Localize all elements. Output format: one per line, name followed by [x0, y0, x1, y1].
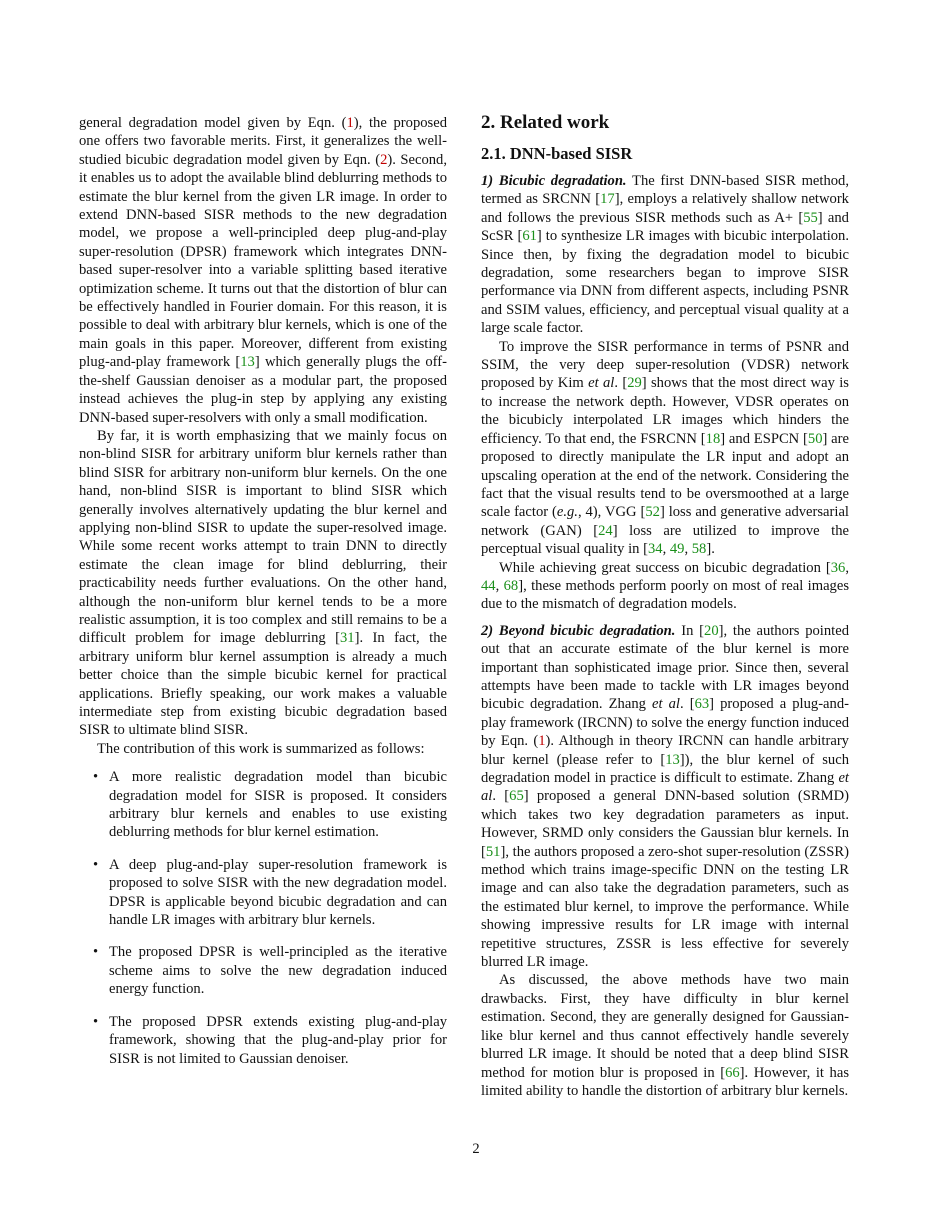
- citation-link[interactable]: 34: [647, 541, 663, 558]
- list-item: • A more realistic degradation model than bicubic degradation model for SISR is proposed. It considers arbitrary blur kernels and enables to use existing deblurring methods for blur kernel estimation.: [79, 768, 447, 842]
- text-run: ].: [706, 541, 715, 558]
- paragraph-drawbacks: [481, 971, 849, 1100]
- italic-text: et al: [481, 770, 849, 805]
- citation-link[interactable]: 68: [503, 577, 519, 594]
- text-run: . [: [492, 788, 510, 805]
- text-run: ] are proposed to directly manipulate the LR input and adopt an upscaling operation at the end of the network. Considering the fact that the visual results tend to be oversmoothed at a large scale factor (: [481, 430, 849, 521]
- text-run: ]. However, it has limited ability to handle the distortion of arbitrary blur kernels.: [481, 1064, 849, 1099]
- paragraph-beyond-bicubic: [481, 622, 849, 972]
- left-column: [79, 114, 447, 1082]
- citation-link[interactable]: 61: [522, 228, 537, 245]
- text-run: ] which generally plugs the off-the-shelf Gaussian denoiser as a modular part, the proposed instead achieves the plug-in step by applying any existing DNN-based super-resolvers with only a small modification.: [79, 354, 447, 426]
- citation-link[interactable]: 49: [669, 541, 685, 558]
- citation-link[interactable]: 36: [830, 559, 846, 576]
- right-column: [481, 110, 849, 1100]
- text-run: . [: [614, 375, 628, 392]
- text-run: ). Second, it enables us to adopt the available blind deblurring methods to estimate the blur kernel from the given LR image. In order to extend DNN-based SISR methods to the new degradation model, we propose a well-principled deep plug-and-play super-resolution (DPSR) framework which integrates DNN-based super-resolver into a variable splitting based iterative optimization scheme. It turns out that the distortion of blur can be effectively handled in Fourier domain. For this reason, it is possible to deal with arbitrary blur kernels, which is one of the main goals in this paper. Moreover, different from existing plug-and-play framework [: [79, 151, 447, 371]
- paragraph-heading: 2) Beyond bicubic degradation.: [481, 622, 676, 639]
- text-run: To improve the SISR performance in terms of PSNR and SSIM, the very deep super-resolution (VDSR) network proposed by Kim: [481, 338, 849, 392]
- paragraph-contribution-lead: The contribution of this work is summarized as follows:: [97, 740, 425, 757]
- citation-link[interactable]: 13: [240, 354, 255, 371]
- citation-link[interactable]: 65: [509, 788, 524, 805]
- citation-link[interactable]: 51: [485, 843, 501, 860]
- text-run: ], the authors pointed out that an accurate estimate of the blur kernel is more important than sophisticated image prior. Since then, several attempts have been made to tackle with LR images beyond bicubic degradation. Zhang: [481, 622, 849, 713]
- citation-link[interactable]: 18: [705, 430, 721, 447]
- text-run: As discussed, the above methods have two main drawbacks. First, they have difficulty in blur kernel estimation. Second, they are generally designed for Gaussian-like blur kernel and thus cannot effectively handle severely blurred LR image. It should be noted that a deep blind SISR method for motion blur is proposed in [: [481, 972, 849, 1081]
- citation-link[interactable]: 55: [803, 209, 818, 226]
- text-run: ] proposed a general DNN-based solution (SRMD) which takes two key degradation parameters as input. However, SRMD only considers the Gaussian blur kernels. In [: [481, 788, 849, 860]
- text-run: ]), the blur kernel of such degradation model in practice is difficult to estimate. Zhang: [481, 751, 849, 786]
- citation-link[interactable]: 20: [704, 622, 719, 639]
- text-run: ,: [684, 541, 692, 558]
- text-run: ] loss are utilized to improve the perceptual visual quality in [: [481, 522, 849, 558]
- text-run: ] shows that the most direct way is to increase the network depth. However, VDSR operates on the bicubicly interpolated LR images which hinders the efficiency. To that end, the FSRCNN [: [481, 375, 849, 447]
- text-run: . [: [679, 696, 695, 713]
- italic-text: et al: [588, 375, 615, 392]
- citation-link[interactable]: 44: [481, 577, 496, 594]
- subsection-title: 2.1. DNN-based SISR: [481, 144, 633, 163]
- citation-link[interactable]: 17: [600, 191, 615, 208]
- equation-ref-link[interactable]: 1: [538, 733, 546, 750]
- citation-link[interactable]: 13: [665, 751, 680, 768]
- citation-link[interactable]: 52: [645, 504, 660, 521]
- paragraph-non-blind-focus: [79, 427, 447, 740]
- text-run: ,: [845, 559, 849, 576]
- text-run: ), the proposed one offers two favorable merits. First, it generalizes the well-studied bicubic degradation model given by Eqn. (: [79, 115, 447, 168]
- citation-link[interactable]: 29: [627, 375, 642, 392]
- text-run: ] and ScSR [: [481, 209, 849, 245]
- paragraph-intro-continued: [79, 114, 447, 427]
- text-run: ,: [495, 577, 504, 594]
- text-run: ). Although in theory IRCNN can handle arbitrary blur kernel (please refer to [: [481, 733, 849, 768]
- paragraph-heading: 1) Bicubic degradation.: [481, 173, 627, 189]
- italic-text: et al: [652, 696, 680, 713]
- citation-link[interactable]: 58: [691, 541, 707, 558]
- text-run: By far, it is worth emphasizing that we mainly focus on non-blind SISR for arbitrary uniform blur kernels rather than blind SISR for arbitrary non-uniform blur kernels. On the one hand, non-blind SISR is important to blind SISR which generally involves alternatively updating the blur kernel and applying non-blind SISR to update the super-resolved image. While some recent works attempt to train DNN to directly estimate the clean image for blind deblurring, their practicability needs further evaluations. On the other hand, although the non-uniform blur kernel tends to be a more realistic assumption, it is too complex and still remains to be a difficult problem for image deblurring [: [79, 427, 447, 647]
- citation-link[interactable]: 63: [694, 696, 710, 713]
- paragraph-vdsr: [481, 338, 849, 559]
- text-run: The first DNN-based SISR method, termed as SRCNN [: [481, 173, 849, 208]
- text-run: In [: [675, 622, 705, 639]
- contribution-list: [79, 768, 447, 1068]
- text-run: ] proposed a plug-and-play framework (IRCNN) to solve the energy function induced by Eqn. (: [481, 696, 849, 750]
- equation-ref-link[interactable]: 1: [346, 115, 354, 131]
- paragraph-bicubic-degradation: [481, 172, 849, 338]
- text-run: ] loss and generative adversarial network (GAN) [: [481, 504, 849, 539]
- text-run: ], employs a relatively shallow network and follows the previous SISR methods such as A+ [: [481, 191, 849, 226]
- list-item: • The proposed DPSR is well-principled as the iterative scheme aims to solve the new degradation induced energy function.: [79, 943, 447, 998]
- text-run: general degradation model given by Eqn. (: [79, 115, 347, 131]
- text-run: ]. In fact, the arbitrary uniform blur kernel assumption is already a much better choice than the simple bicubic kernel for practical applications. Briefly speaking, our work makes a valuable intermediate step from existing bicubic degradation based SISR to ultimate blind SISR.: [79, 630, 447, 739]
- text-run: ] to synthesize LR images with bicubic interpolation. Since then, by fixing the degradation model to bicubic degradation, some researchers began to improve SISR performance via DNN from different aspects, including PSNR and SSIM values, efficiency, and perceptual visual quality at a large scale factor.: [481, 228, 850, 337]
- section-title: 2. Related work: [481, 112, 610, 133]
- text-run: , 4), VGG [: [577, 504, 646, 521]
- citation-link[interactable]: 31: [340, 630, 355, 647]
- citation-link[interactable]: 50: [807, 430, 823, 447]
- citation-link[interactable]: 66: [725, 1064, 740, 1081]
- text-run: ] and ESPCN [: [720, 430, 808, 447]
- list-item: • A deep plug-and-play super-resolution framework is proposed to solve SISR with the new degradation model. DPSR is applicable beyond bicubic degradation and can handle LR images with arbitrary blur kernels.: [79, 856, 447, 930]
- citation-link[interactable]: 24: [598, 522, 613, 539]
- page-number: 2: [472, 1141, 480, 1157]
- paragraph-bicubic-limitation: [481, 559, 849, 614]
- text-run: ], the authors proposed a zero-shot super-resolution (ZSSR) method which trains image-specific DNN on the testing LR image and can also take the degradation parameters, such as the estimated blur kernel, to improve the performance. While showing impressive results for LR image with internal repetitive structures, ZSSR is less effective for severely blurred LR image.: [481, 843, 849, 971]
- text-run: ,: [662, 541, 670, 558]
- text-run: ], these methods perform poorly on most of real images due to the mismatch of degradation models.: [481, 577, 849, 613]
- italic-text: e.g.: [556, 504, 578, 521]
- list-item: • The proposed DPSR extends existing plug-and-play framework, showing that the plug-and-play prior for SISR is not limited to Gaussian denoiser.: [79, 1013, 447, 1068]
- text-run: While achieving great success on bicubic degradation [: [499, 559, 831, 576]
- equation-ref-link[interactable]: 2: [380, 151, 388, 168]
